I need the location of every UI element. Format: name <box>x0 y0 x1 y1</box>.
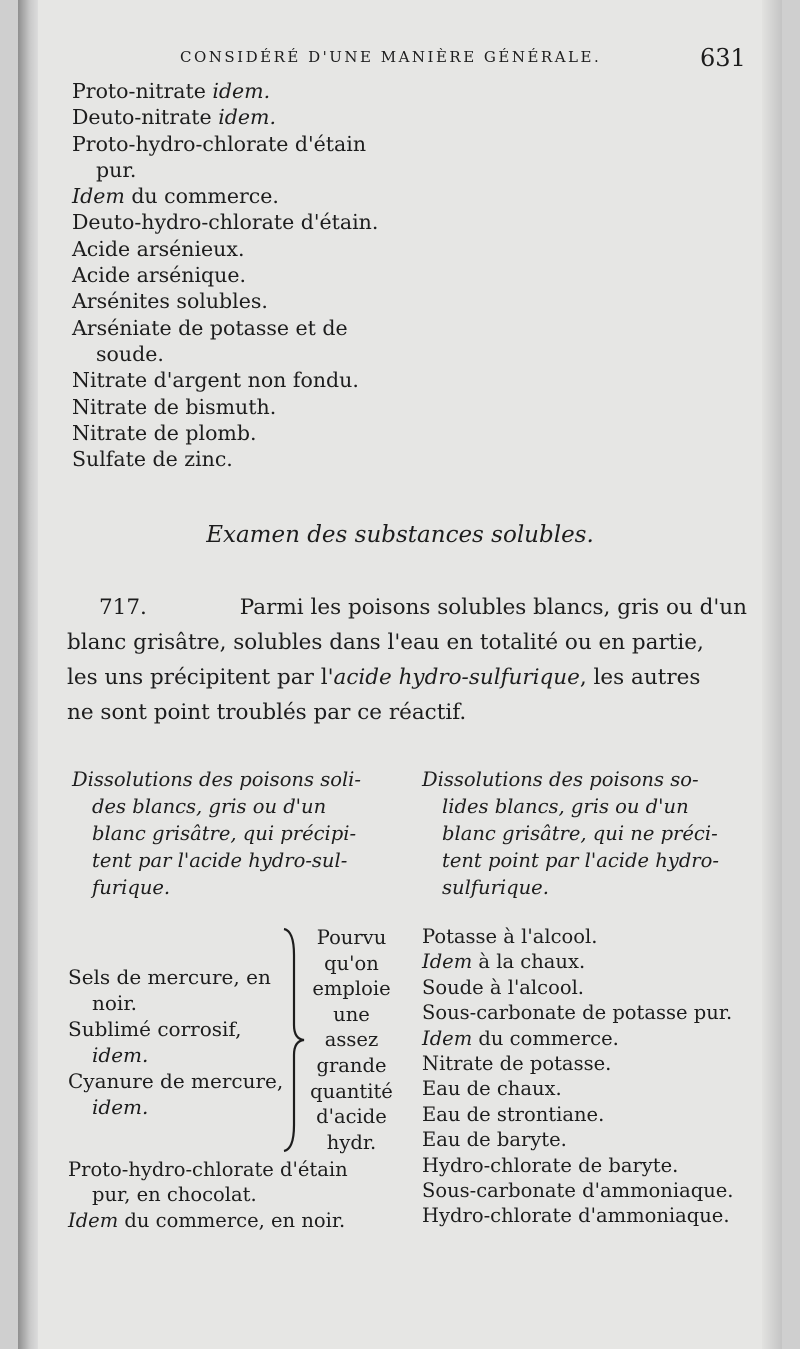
item-text: Eau de chaux. <box>422 1077 562 1101</box>
heading-line: Dissolutions des poisons soli- <box>72 768 362 791</box>
list-item <box>68 1068 293 1094</box>
item-text: Sous-carbonate de potasse pur. <box>422 1001 733 1025</box>
paragraph-line-4: ne sont point troublés par ce réactif. <box>67 700 467 725</box>
item-text: pur. <box>96 157 137 182</box>
list-item <box>72 157 402 183</box>
list-item <box>422 1000 757 1025</box>
heading-line: Dissolutions des poisons so- <box>422 768 699 791</box>
brace-text-line: hydr. <box>326 1130 377 1154</box>
item-text: à la chaux. <box>472 950 586 974</box>
item-text: Sels de mercure, en <box>68 965 271 989</box>
item-text: Sous-carbonate d'ammoniaque. <box>422 1179 734 1203</box>
italic-text: idem. <box>92 1043 149 1067</box>
list-item <box>72 420 402 446</box>
paragraph-line-3-italic: acide hydro-sulfurique <box>333 665 580 690</box>
item-text: du commerce. <box>472 1026 619 1050</box>
brace-text-line: grande <box>316 1053 387 1077</box>
list-item <box>72 394 402 420</box>
list-item <box>72 131 402 157</box>
item-text: Nitrate de plomb. <box>72 420 257 445</box>
paragraph-line <box>67 660 747 695</box>
item-text: Nitrate de potasse. <box>422 1052 612 1076</box>
brace-text-line: une <box>333 1002 370 1026</box>
list-item <box>72 288 402 314</box>
item-text: Cyanure de mercure, <box>68 1069 284 1093</box>
list-item <box>68 964 290 990</box>
list-item <box>72 104 402 130</box>
non-precipitating-list <box>422 924 757 1229</box>
item-text: Proto-hydro-chlorate d'étain <box>72 131 367 156</box>
list-item <box>68 1016 290 1042</box>
paragraph-717 <box>67 590 747 730</box>
item-text: Proto-nitrate <box>72 79 213 103</box>
item-text: Arsénites solubles. <box>72 289 268 314</box>
item-text: Nitrate d'argent non fondu. <box>72 368 359 393</box>
item-text: Hydro-chlorate d'ammoniaque. <box>422 1204 730 1228</box>
paragraph-line-2: blanc grisâtre, solubles dans l'eau en totalité ou en partie, <box>67 630 704 655</box>
heading-line: tent point par l'acide hydro- <box>442 849 719 872</box>
item-text: Eau de strontiane. <box>422 1102 605 1126</box>
item-text: du commerce. <box>124 184 279 209</box>
list-item <box>68 1157 398 1182</box>
mercury-salts-list <box>68 964 293 1120</box>
heading-line: blanc grisâtre, qui ne préci- <box>442 822 718 845</box>
italic-text: Idem <box>422 950 473 974</box>
list-item <box>68 1042 293 1068</box>
list-item <box>72 236 402 262</box>
item-text: Arséniate de potasse et de <box>72 315 348 340</box>
item-text: Potasse à l'alcool. <box>422 925 598 948</box>
item-text: Proto-hydro-chlorate d'étain <box>68 1158 348 1181</box>
book-spine-shadow <box>18 0 38 1349</box>
list-item <box>72 341 402 367</box>
list-item <box>72 315 402 341</box>
item-text: pur, en chocolat. <box>92 1183 257 1207</box>
italic-text: Idem <box>68 1208 119 1232</box>
list-item <box>72 183 402 209</box>
list-item <box>72 446 402 472</box>
item-text: Soude à l'alcool. <box>422 975 584 999</box>
heading-line: sulfurique. <box>442 876 549 899</box>
list-item <box>72 262 402 288</box>
running-header <box>172 44 762 74</box>
paragraph-line-3a: les uns précipitent par l' <box>67 665 334 690</box>
list-item <box>72 209 402 235</box>
heading-line: lides blancs, gris ou d'un <box>442 795 689 818</box>
poison-list <box>72 78 402 472</box>
list-item <box>422 1051 757 1076</box>
item-text: noir. <box>92 991 138 1015</box>
paragraph-line-3b: , les autres <box>579 665 701 690</box>
list-item <box>422 975 757 1000</box>
brace-text-line: assez <box>324 1028 379 1052</box>
heading-line: blanc grisâtre, qui précipi- <box>92 822 357 845</box>
list-item <box>72 78 402 104</box>
item-text: Eau de baryte. <box>422 1128 567 1152</box>
item-text: Sulfate de zinc. <box>72 447 233 472</box>
italic-text: Idem <box>72 184 125 209</box>
item-text: du commerce, en noir. <box>118 1208 346 1232</box>
italic-text: Idem <box>422 1026 473 1050</box>
italic-text: idem. <box>218 105 276 130</box>
running-title: CONSIDÉRÉ D'UNE MANIÈRE GÉNÉRALE. <box>180 48 602 66</box>
brace-text-line: quantité <box>310 1079 393 1103</box>
page-number: 631 <box>700 44 746 72</box>
list-item <box>422 1127 757 1152</box>
list-item <box>68 1094 293 1120</box>
paragraph-line <box>67 695 747 730</box>
list-item <box>422 1178 757 1203</box>
section-heading: Examen des substances solubles. <box>206 522 594 548</box>
item-text: Deuto-hydro-chlorate d'étain. <box>72 210 379 235</box>
brace-text-line: emploie <box>312 977 391 1001</box>
page-edge-shadow <box>762 0 782 1349</box>
list-item <box>68 1208 398 1233</box>
list-item <box>422 1026 757 1051</box>
brace-text-line: d'acide <box>316 1105 387 1129</box>
paragraph-line <box>67 625 747 660</box>
list-item <box>68 990 293 1016</box>
list-item <box>422 949 757 974</box>
brace-condition-text <box>304 925 399 1155</box>
item-text: Hydro-chlorate de baryte. <box>422 1153 679 1177</box>
heading-line: furique. <box>92 876 171 899</box>
right-column-heading <box>422 766 752 901</box>
list-item <box>422 1153 757 1178</box>
italic-text: idem. <box>212 79 271 103</box>
item-text: Acide arsénieux. <box>72 236 245 261</box>
list-item <box>68 1182 398 1207</box>
list-item <box>422 1102 757 1127</box>
tin-chloride-list <box>68 1157 398 1233</box>
list-item <box>422 1076 757 1101</box>
italic-text: idem. <box>92 1095 149 1119</box>
item-text: soude. <box>96 341 164 366</box>
brace-text-line: qu'on <box>324 951 379 975</box>
paragraph-number: 717. <box>99 595 147 620</box>
item-text: Sublimé corrosif, <box>68 1017 242 1041</box>
item-text: Nitrate de bismuth. <box>72 394 277 419</box>
list-item <box>72 367 402 393</box>
paragraph-line <box>67 590 747 625</box>
heading-line: tent par l'acide hydro-sul- <box>92 849 348 872</box>
left-column-heading <box>72 766 392 901</box>
item-text: Deuto-nitrate <box>72 105 219 130</box>
heading-line: des blancs, gris ou d'un <box>92 795 327 818</box>
item-text: Acide arsénique. <box>72 263 247 288</box>
list-item <box>422 924 757 949</box>
paragraph-line-1: Parmi les poisons solubles blancs, gris ou d'un <box>239 595 747 620</box>
brace-text-line: Pourvu <box>316 926 387 949</box>
list-item <box>422 1203 757 1228</box>
